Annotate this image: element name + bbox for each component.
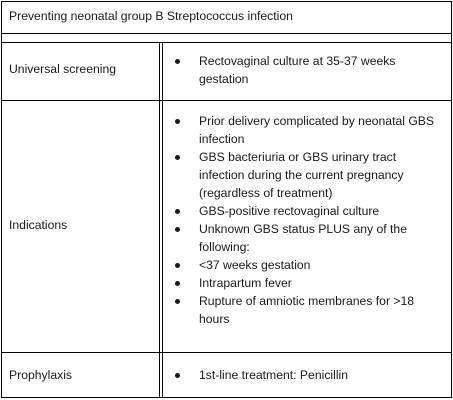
list-item (164, 220, 450, 256)
bullet-icon (175, 373, 180, 378)
indications-list (164, 112, 450, 328)
prophylaxis-list (164, 366, 450, 384)
table-border-left (1, 1, 2, 398)
column-divider-shadow (162, 42, 163, 398)
title-divider (1, 33, 452, 34)
list-item-text: Unknown GBS status PLUS any of the following: (199, 222, 407, 254)
list-item (164, 112, 450, 148)
list-item-text: Intrapartum fever (199, 276, 292, 290)
row-divider-indications (1, 352, 452, 353)
table-border-bottom (1, 397, 452, 398)
row-label-prophylaxis: Prophylaxis (9, 368, 72, 382)
table-border-right (451, 1, 452, 398)
bullet-icon (175, 119, 180, 124)
list-item (164, 292, 450, 328)
list-item-text: Rupture of amniotic membranes for >18 hours (199, 294, 415, 326)
row-label-indications: Indications (9, 218, 68, 232)
list-item (164, 52, 450, 88)
bullet-icon (175, 227, 180, 232)
screening-list (164, 52, 450, 88)
table-border-top (1, 1, 452, 2)
list-item-text: Prior delivery complicated by neonatal GBS infection (199, 114, 435, 146)
list-item-text: 1st-line treatment: Penicillin (199, 368, 349, 382)
bullet-icon (175, 209, 180, 214)
list-item-text: GBS bacteriuria or GBS urinary tract infection during the current pregnancy (regardless of treatment) (199, 150, 404, 200)
list-item-text: Rectovaginal culture at 35-37 weeks gestation (199, 54, 396, 86)
column-divider (159, 42, 160, 398)
bullet-icon (175, 263, 180, 268)
list-item (164, 148, 450, 202)
list-item (164, 256, 450, 274)
list-item-text: GBS-positive rectovaginal culture (199, 204, 380, 218)
list-item (164, 366, 450, 384)
row-label-universal-screening: Universal screening (9, 62, 117, 76)
bullet-icon (175, 155, 180, 160)
list-item (164, 274, 450, 292)
list-item-text: <37 weeks gestation (199, 258, 311, 272)
title-divider-shadow (1, 42, 452, 43)
bullet-icon (175, 59, 180, 64)
bullet-icon (175, 281, 180, 286)
bullet-icon (175, 299, 180, 304)
list-item (164, 202, 450, 220)
table-title: Preventing neonatal group B Streptococcus infection (9, 9, 293, 23)
row-divider-screening (1, 100, 452, 101)
